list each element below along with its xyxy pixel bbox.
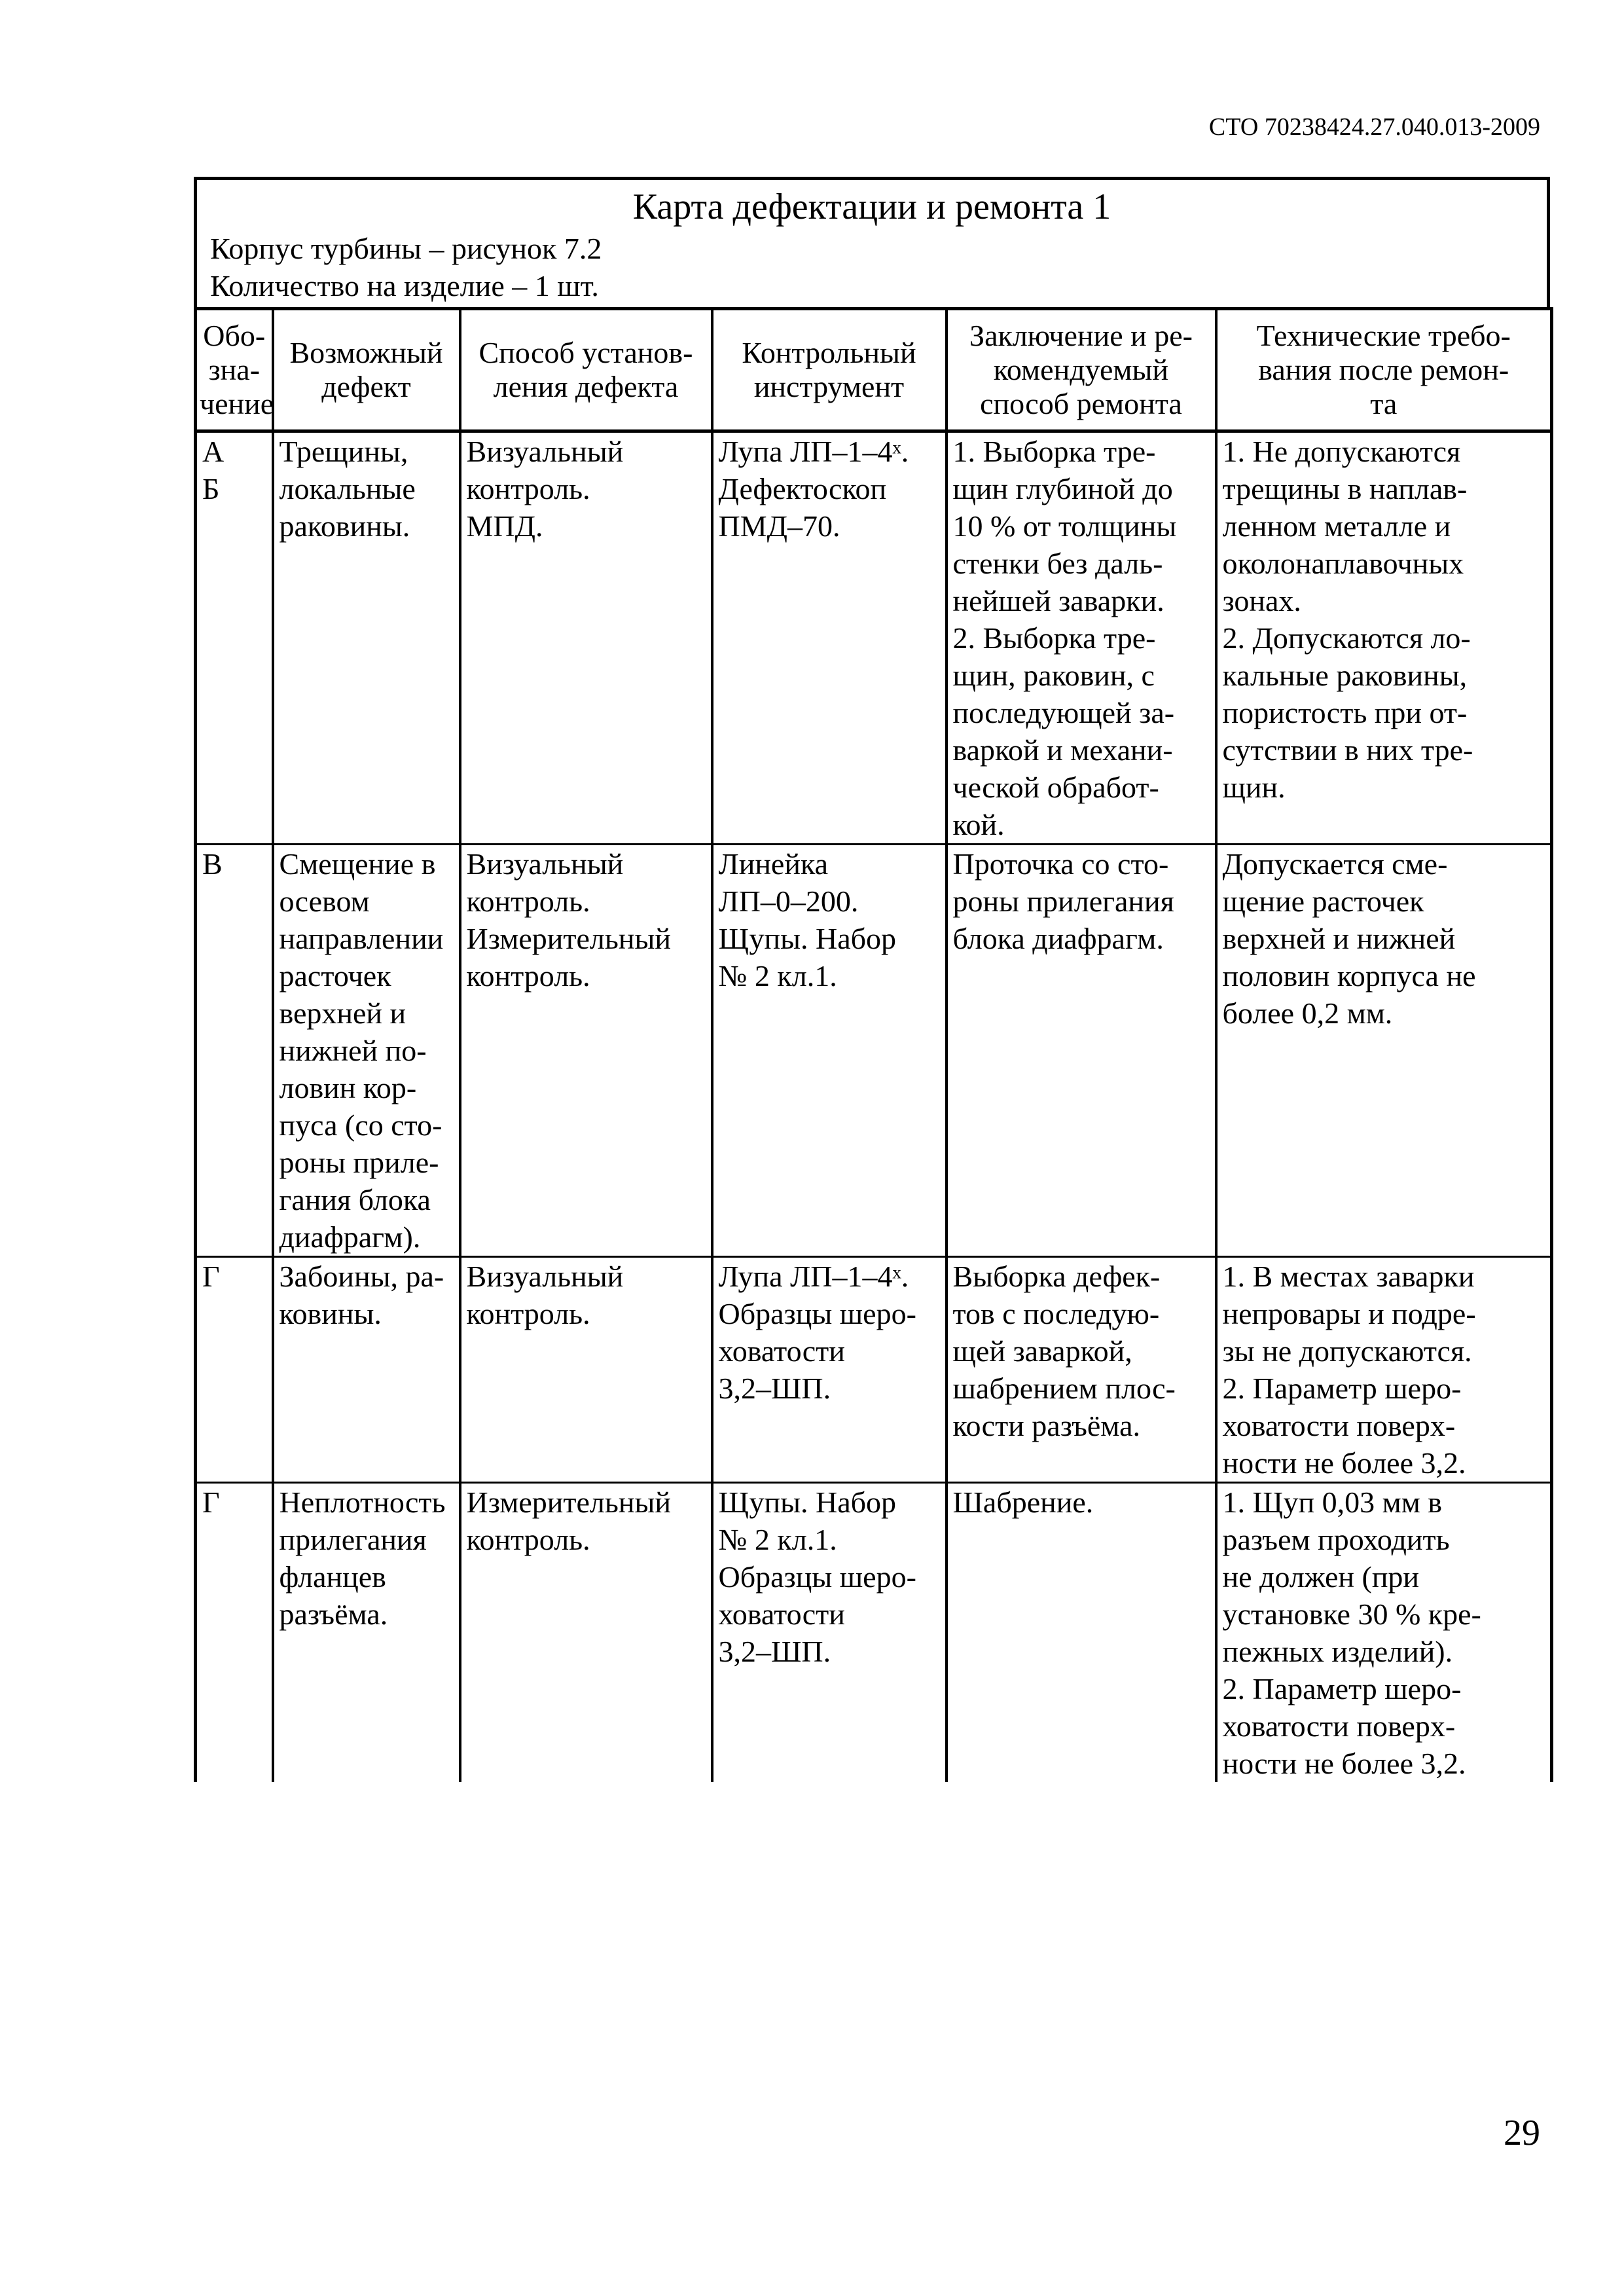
- cell-method: [460, 845, 712, 1257]
- cell-text-line: ловин кор-: [279, 1071, 417, 1104]
- cell-text-line: Допускается сме-: [1222, 847, 1448, 881]
- cell-text-line: 2. Параметр шеро-: [1222, 1672, 1462, 1705]
- cell-method: [460, 1483, 712, 1783]
- cell-text-line: ковины.: [279, 1297, 382, 1330]
- header-designation: Обо- зна- чение: [196, 309, 273, 431]
- cell-text-line: ческой обработ-: [952, 771, 1159, 804]
- cell-text-line: ЛП–0–200.: [718, 884, 859, 918]
- cell-text-line: верхней и: [279, 996, 406, 1030]
- cell-requirements: [1216, 845, 1552, 1257]
- cell-text-line: трещины в наплав-: [1222, 472, 1468, 505]
- cell-text-line: пежных изделий).: [1222, 1635, 1453, 1668]
- cell-tool: [712, 431, 947, 845]
- cell-text-line: Проточка со сто-: [952, 847, 1169, 881]
- cell-requirements: [1216, 1483, 1552, 1783]
- cell-defect: [273, 431, 460, 845]
- cell-text-line: нейшей заварки.: [952, 584, 1164, 617]
- cell-text-line: ленном металле и: [1222, 509, 1451, 543]
- cell-text-line: локальные: [279, 472, 416, 505]
- cell-text-line: Лупа ЛП–1–4ˣ.: [718, 1260, 909, 1293]
- part-line: Корпус турбины – рисунок 7.2: [210, 232, 602, 265]
- cell-text-line: 2. Допускаются ло-: [1222, 621, 1471, 655]
- cell-text-line: роны приле-: [279, 1146, 439, 1179]
- cell-text-line: Лупа ЛП–1–4ˣ.: [718, 435, 909, 468]
- cell-text-line: 2. Параметр шеро-: [1222, 1372, 1462, 1405]
- cell-text-line: щин.: [1222, 771, 1286, 804]
- cell-text-line: кой.: [952, 808, 1005, 841]
- cell-text-line: № 2 кл.1.: [718, 959, 837, 993]
- table-row: [196, 845, 1552, 1257]
- header-control-tool: Контрольный инструмент: [712, 309, 947, 431]
- cell-text-line: 10 % от толщины: [952, 509, 1177, 543]
- cell-tool: [712, 845, 947, 1257]
- cell-text-line: 1. Не допускаются: [1222, 435, 1461, 468]
- page-number: 29: [1504, 2113, 1540, 2153]
- header-repair-method: Заключение и ре- комендуемый способ ремонта: [947, 309, 1216, 431]
- cell-text-line: околонаплавочных: [1222, 547, 1464, 580]
- cell-text-line: ховатости: [718, 1334, 845, 1368]
- cell-text-line: Неплотность: [279, 1485, 446, 1519]
- cell-text-line: контроль.: [466, 472, 590, 505]
- cell-text-line: верхней и нижней: [1222, 922, 1456, 955]
- document-code: СТО 70238424.27.040.013-2009: [1208, 113, 1540, 141]
- cell-text-line: Визуальный: [466, 847, 624, 881]
- cell-text-line: пористость при от-: [1222, 696, 1468, 729]
- cell-text-line: Дефектоскоп: [718, 472, 887, 505]
- cell-text-line: блока диафрагм.: [952, 922, 1164, 955]
- cell-text-line: контроль.: [466, 884, 590, 918]
- cell-text-line: Выборка дефек-: [952, 1260, 1161, 1293]
- cell-text-line: Образцы шеро-: [718, 1560, 916, 1594]
- cell-text-line: пуса (со сто-: [279, 1108, 442, 1142]
- cell-repair: [947, 1257, 1216, 1483]
- cell-repair: [947, 1483, 1216, 1783]
- cell-designation: [196, 1257, 273, 1483]
- cell-text-line: 3,2–ШП.: [718, 1372, 831, 1405]
- cell-text-line: Щупы. Набор: [718, 1485, 897, 1519]
- cell-text-line: 2. Выборка тре-: [952, 621, 1156, 655]
- cell-text-line: А: [202, 435, 225, 468]
- table-row: [196, 1483, 1552, 1783]
- cell-text-line: ности не более 3,2.: [1222, 1446, 1466, 1480]
- table-header-row: [196, 309, 1552, 431]
- cell-defect: [273, 1483, 460, 1783]
- cell-text-line: не должен (при: [1222, 1560, 1420, 1594]
- cell-defect: [273, 1257, 460, 1483]
- cell-text-line: Визуальный: [466, 435, 624, 468]
- cell-text-line: щей заваркой,: [952, 1334, 1132, 1368]
- cell-text-line: последующей за-: [952, 696, 1175, 729]
- cell-tool: [712, 1257, 947, 1483]
- cell-text-line: 1. В местах заварки: [1222, 1260, 1475, 1293]
- cell-text-line: 1. Щуп 0,03 мм в: [1222, 1485, 1443, 1519]
- table-row: [196, 1257, 1552, 1483]
- cell-text-line: расточек: [279, 959, 391, 993]
- cell-text-line: щин, раковин, с: [952, 659, 1155, 692]
- cell-text-line: варкой и механи-: [952, 733, 1173, 767]
- header-detection-method: Способ установ- ления дефекта: [460, 309, 712, 431]
- cell-text-line: Г: [202, 1260, 220, 1293]
- cell-text-line: контроль.: [466, 1297, 590, 1330]
- card-title: Карта дефектации и ремонта 1: [632, 187, 1111, 227]
- cell-text-line: щин глубиной до: [952, 472, 1173, 505]
- cell-text-line: ПМД–70.: [718, 509, 840, 543]
- cell-text-line: 1. Выборка тре-: [952, 435, 1156, 468]
- cell-text-line: половин корпуса не: [1222, 959, 1476, 993]
- cell-text-line: Визуальный: [466, 1260, 624, 1293]
- cell-repair: [947, 431, 1216, 845]
- cell-text-line: раковины.: [279, 509, 410, 543]
- cell-text-line: Забоины, ра-: [279, 1260, 444, 1293]
- quantity-line: Количество на изделие – 1 шт.: [210, 269, 599, 302]
- cell-method: [460, 1257, 712, 1483]
- cell-text-line: прилегания: [279, 1523, 427, 1556]
- cell-text-line: 3,2–ШП.: [718, 1635, 831, 1668]
- cell-text-line: непровары и подре-: [1222, 1297, 1476, 1330]
- cell-text-line: гания блока: [279, 1183, 431, 1216]
- table-row: [196, 431, 1552, 845]
- cell-text-line: шабрением плос-: [952, 1372, 1176, 1405]
- cell-text-line: Измерительный: [466, 1485, 671, 1519]
- cell-text-line: щение расточек: [1222, 884, 1424, 918]
- cell-text-line: Г: [202, 1485, 220, 1519]
- defect-table: [194, 307, 1553, 1782]
- cell-text-line: кальные раковины,: [1222, 659, 1468, 692]
- cell-text-line: направлении: [279, 922, 444, 955]
- cell-text-line: Измерительный: [466, 922, 671, 955]
- cell-designation: [196, 845, 273, 1257]
- cell-text-line: разъёма.: [279, 1597, 388, 1631]
- cell-requirements: [1216, 1257, 1552, 1483]
- cell-text-line: сутствии в них тре-: [1222, 733, 1473, 767]
- cell-text-line: фланцев: [279, 1560, 386, 1594]
- cell-text-line: диафрагм).: [279, 1220, 421, 1254]
- cell-text-line: ности не более 3,2.: [1222, 1747, 1466, 1780]
- cell-text-line: Б: [202, 472, 220, 505]
- cell-text-line: № 2 кл.1.: [718, 1523, 837, 1556]
- cell-text-line: нижней по-: [279, 1034, 427, 1067]
- cell-defect: [273, 845, 460, 1257]
- cell-text-line: Трещины,: [279, 435, 408, 468]
- cell-requirements: [1216, 431, 1552, 845]
- cell-text-line: зы не допускаются.: [1222, 1334, 1472, 1368]
- cell-text-line: Щупы. Набор: [718, 922, 897, 955]
- cell-text-line: контроль.: [466, 959, 590, 993]
- defect-card: [194, 177, 1550, 1782]
- cell-text-line: разъем проходить: [1222, 1523, 1450, 1556]
- cell-text-line: В: [202, 847, 223, 881]
- cell-text-line: контроль.: [466, 1523, 590, 1556]
- cell-text-line: МПД.: [466, 509, 543, 543]
- cell-text-line: ховатости поверх-: [1222, 1409, 1456, 1442]
- cell-text-line: кости разъёма.: [952, 1409, 1141, 1442]
- cell-text-line: Образцы шеро-: [718, 1297, 916, 1330]
- card-title-block: [194, 177, 1550, 307]
- cell-text-line: ховатости: [718, 1597, 845, 1631]
- cell-text-line: роны прилегания: [952, 884, 1174, 918]
- cell-text-line: тов с последую-: [952, 1297, 1160, 1330]
- cell-text-line: ховатости поверх-: [1222, 1709, 1456, 1743]
- cell-text-line: зонах.: [1222, 584, 1301, 617]
- table-body: [196, 431, 1552, 1783]
- cell-text-line: более 0,2 мм.: [1222, 996, 1393, 1030]
- cell-text-line: Шабрение.: [952, 1485, 1094, 1519]
- cell-method: [460, 431, 712, 845]
- header-possible-defect: Возможный дефект: [273, 309, 460, 431]
- cell-designation: [196, 1483, 273, 1783]
- cell-text-line: Линейка: [718, 847, 829, 881]
- cell-tool: [712, 1483, 947, 1783]
- cell-text-line: стенки без даль-: [952, 547, 1163, 580]
- cell-text-line: осевом: [279, 884, 370, 918]
- header-technical-requirements: Технические требо- вания после ремон- та: [1216, 309, 1552, 431]
- cell-repair: [947, 845, 1216, 1257]
- cell-text-line: Смещение в: [279, 847, 436, 881]
- cell-designation: [196, 431, 273, 845]
- cell-text-line: установке 30 % кре-: [1222, 1597, 1481, 1631]
